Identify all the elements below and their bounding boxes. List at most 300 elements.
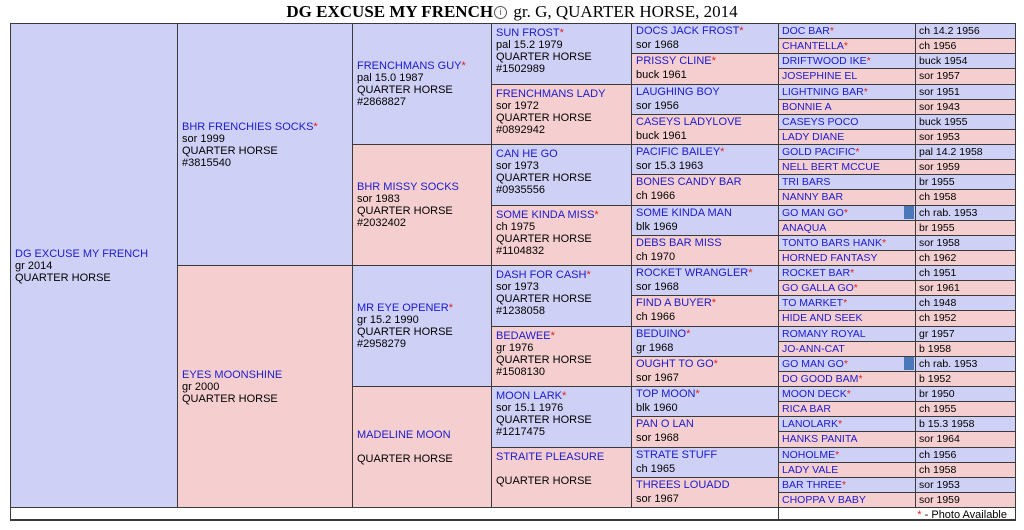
horse-name-link[interactable]: CHOPPA V BABY bbox=[782, 493, 866, 506]
color-year: sor 1968 bbox=[636, 432, 679, 445]
subject-name-link[interactable]: DG EXCUSE MY FRENCH bbox=[15, 247, 149, 260]
horse-name-link[interactable]: LIGHTNING BAR bbox=[782, 85, 864, 98]
horse-name-link[interactable]: PACIFIC BAILEY bbox=[636, 146, 721, 158]
color-year: sor 1953 bbox=[919, 130, 960, 143]
horse-name-link[interactable]: THREES LOUADD bbox=[636, 478, 730, 491]
color-year: b 1952 bbox=[919, 372, 952, 385]
horse-name-line bbox=[357, 60, 487, 72]
color-year: ch 1958 bbox=[919, 463, 957, 476]
horse-name-line bbox=[782, 175, 912, 189]
g5-ancestor-name-cell bbox=[779, 311, 915, 325]
color-year: sor 1967 bbox=[636, 371, 679, 384]
photo-available-star: * bbox=[448, 302, 453, 314]
color-height-year: sor 1973 bbox=[496, 160, 539, 172]
horse-name-link[interactable]: NANNY BAR bbox=[782, 191, 844, 204]
photo-available-star: * bbox=[843, 297, 848, 310]
horse-name-link[interactable]: MADELINE MOON bbox=[357, 429, 451, 441]
registration-number: #0935556 bbox=[496, 184, 545, 196]
color-year: sor 15.3 1963 bbox=[636, 160, 704, 172]
g5-ancestor-name-cell bbox=[779, 448, 915, 462]
footer-blank-cell bbox=[11, 508, 778, 519]
g5-ancestor-info-cell bbox=[916, 115, 1015, 129]
photo-available-star: * bbox=[835, 448, 840, 461]
horse-name-link[interactable]: SUN FROST bbox=[496, 27, 560, 39]
pedigree-table bbox=[10, 23, 1016, 521]
photo-available-star: * bbox=[713, 357, 718, 370]
g5-ancestor-name-cell bbox=[779, 206, 915, 220]
g5-ancestor-name-cell bbox=[779, 432, 915, 446]
horse-name-link[interactable]: BONNIE A bbox=[782, 100, 832, 113]
subject-breed: QUARTER HORSE bbox=[15, 271, 111, 284]
horse-name-line bbox=[496, 390, 627, 402]
horse-name-link[interactable]: CHANTELLA bbox=[782, 40, 844, 53]
g4-ancestor-cell bbox=[632, 327, 778, 356]
horse-name-line bbox=[782, 478, 912, 492]
horse-name-link[interactable]: DRIFTWOOD IKE bbox=[782, 55, 867, 68]
horse-name-link[interactable]: FIND A BUYER bbox=[636, 297, 712, 310]
color-height-year: gr 2000 bbox=[182, 380, 220, 393]
horse-name-link[interactable]: BAR THREE bbox=[782, 478, 842, 491]
g5-ancestor-name-cell bbox=[779, 100, 915, 114]
breed: QUARTER HORSE bbox=[357, 326, 453, 338]
horse-name-link[interactable]: TOP MOON bbox=[636, 388, 696, 400]
horse-name-line bbox=[782, 190, 912, 204]
horse-name-line bbox=[782, 100, 912, 114]
g5-ancestor-info-cell bbox=[916, 175, 1015, 189]
photo-available-star: * bbox=[559, 27, 564, 39]
horse-name-line bbox=[636, 296, 774, 310]
registration-number: #0892942 bbox=[496, 123, 545, 136]
horse-name-link[interactable]: JO-ANN-CAT bbox=[782, 342, 845, 355]
g4-ancestor-cell bbox=[632, 24, 778, 53]
horse-name-line bbox=[782, 39, 912, 53]
horse-name-line bbox=[182, 369, 348, 381]
horse-name-line bbox=[782, 372, 912, 386]
horse-name-link[interactable]: MOON LARK bbox=[496, 390, 563, 402]
breed: QUARTER HORSE bbox=[182, 144, 278, 157]
color-year: ch 1951 bbox=[919, 267, 957, 279]
g5-ancestor-info-cell bbox=[916, 311, 1015, 325]
photo-available-star: * bbox=[843, 206, 848, 219]
g5-ancestor-info-cell bbox=[916, 85, 1015, 99]
breed: QUARTER HORSE bbox=[496, 172, 592, 184]
horse-name-link[interactable]: GO MAN GO bbox=[782, 206, 844, 219]
color-year: sor 1951 bbox=[919, 85, 960, 98]
horse-name-line bbox=[782, 24, 912, 38]
horse-name-line bbox=[357, 302, 487, 314]
g5-ancestor-info-cell bbox=[916, 478, 1015, 492]
legend-text: - Photo Available bbox=[921, 509, 1007, 519]
g5-ancestor-name-cell bbox=[779, 281, 915, 295]
legend-star: * bbox=[917, 509, 922, 519]
color-year: buck 1961 bbox=[636, 129, 687, 142]
horse-name-link[interactable]: GO GALLA GO bbox=[782, 282, 854, 295]
horse-name-link[interactable]: SOME KINDA MISS bbox=[496, 208, 595, 221]
g5-ancestor-name-cell bbox=[779, 145, 915, 159]
color-year: br 1950 bbox=[919, 388, 955, 400]
horse-name-link[interactable]: TRI BARS bbox=[782, 176, 831, 189]
horse-name-link[interactable]: GOLD PACIFIC bbox=[782, 146, 856, 158]
color-year: ch 1956 bbox=[919, 40, 957, 53]
horse-name-link[interactable]: NOHOLME bbox=[782, 448, 836, 461]
horse-name-link[interactable]: LADY VALE bbox=[782, 463, 839, 476]
horse-name-line bbox=[782, 417, 912, 431]
registration-number: #3815540 bbox=[182, 156, 231, 169]
horse-name-line bbox=[496, 330, 627, 342]
color-height-year: gr 1976 bbox=[496, 341, 534, 354]
registration-number: #2868827 bbox=[357, 96, 406, 108]
color-year: sor 1958 bbox=[919, 236, 960, 249]
color-year: ch 1962 bbox=[919, 251, 957, 264]
g3-ancestor-cell bbox=[492, 145, 631, 205]
horse-name-line bbox=[636, 206, 774, 220]
horse-name-link[interactable]: LANOLARK bbox=[782, 418, 839, 431]
g5-ancestor-name-cell bbox=[779, 296, 915, 310]
g5-ancestor-name-cell bbox=[779, 387, 915, 401]
photo-available-star: * bbox=[866, 55, 871, 68]
color-year: buck 1954 bbox=[919, 55, 968, 68]
registration-number: #1238058 bbox=[496, 305, 545, 317]
g5-ancestor-name-cell bbox=[779, 190, 915, 204]
horse-name-line bbox=[636, 175, 774, 189]
g2-ancestor-cell bbox=[353, 266, 491, 386]
horse-name-line bbox=[636, 387, 774, 401]
g5-ancestor-name-cell bbox=[779, 69, 915, 83]
horse-name-link[interactable]: HIDE AND SEEK bbox=[782, 312, 863, 325]
color-height-year: sor 15.1 1976 bbox=[496, 402, 564, 414]
g5-ancestor-info-cell bbox=[916, 296, 1015, 310]
color-year: b 1958 bbox=[919, 342, 952, 355]
g5-ancestor-name-cell bbox=[779, 160, 915, 174]
horse-name-link[interactable]: BHR MISSY SOCKS bbox=[357, 181, 459, 193]
g4-ancestor-cell bbox=[632, 266, 778, 295]
title-horse-name: DG EXCUSE MY FRENCH bbox=[286, 2, 494, 21]
color-year: sor 1967 bbox=[636, 492, 679, 505]
horse-name-line bbox=[782, 463, 912, 477]
color-year: buck 1961 bbox=[636, 69, 687, 82]
g5-ancestor-info-cell bbox=[916, 327, 1015, 341]
registration-number: #2032402 bbox=[357, 217, 406, 229]
horse-name-line bbox=[636, 417, 774, 431]
horse-name-link[interactable]: RICA BAR bbox=[782, 403, 832, 416]
horse-name-line bbox=[782, 54, 912, 68]
breed: QUARTER HORSE bbox=[496, 353, 592, 366]
horse-name-line bbox=[496, 451, 627, 463]
breed: QUARTER HORSE bbox=[182, 392, 278, 405]
horse-name-link[interactable]: ROCKET BAR bbox=[782, 267, 851, 279]
horse-name-link[interactable]: STRATE STUFF bbox=[636, 448, 718, 461]
horse-name-link[interactable]: TONTO BARS HANK bbox=[782, 236, 882, 249]
horse-name-link[interactable]: BEDUINO bbox=[636, 327, 687, 340]
g5-ancestor-name-cell bbox=[779, 342, 915, 356]
horse-name-line bbox=[636, 266, 774, 280]
color-year: sor 1959 bbox=[919, 161, 960, 174]
g5-ancestor-info-cell bbox=[916, 448, 1015, 462]
breed: QUARTER HORSE bbox=[357, 84, 453, 96]
horse-name-line bbox=[636, 24, 774, 38]
photo-available-star: * bbox=[881, 236, 887, 249]
horse-name-line bbox=[782, 130, 912, 144]
horse-name-line bbox=[636, 327, 774, 341]
photo-available-star: * bbox=[863, 85, 868, 98]
color-year: sor 1953 bbox=[919, 478, 960, 491]
g1-ancestor-cell bbox=[178, 24, 352, 265]
g3-ancestor-cell bbox=[492, 266, 631, 326]
g4-ancestor-cell bbox=[632, 54, 778, 83]
horse-name-link[interactable]: FRENCHMANS LADY bbox=[496, 87, 606, 100]
g4-ancestor-cell bbox=[632, 387, 778, 416]
horse-name-line bbox=[782, 402, 912, 416]
color-height-year: pal 15.2 1979 bbox=[496, 39, 563, 51]
g5-ancestor-name-cell bbox=[779, 175, 915, 189]
g5-ancestor-name-cell bbox=[779, 266, 915, 280]
color-year: ch 1948 bbox=[919, 297, 957, 310]
color-year: blk 1960 bbox=[636, 402, 678, 414]
g5-ancestor-info-cell bbox=[916, 387, 1015, 401]
color-year: ch 1970 bbox=[636, 250, 676, 263]
color-year: br 1955 bbox=[919, 176, 955, 189]
horse-name-line bbox=[782, 115, 912, 129]
g3-ancestor-cell bbox=[492, 206, 631, 266]
breed: QUARTER HORSE bbox=[496, 414, 592, 426]
horse-name-line bbox=[782, 251, 912, 265]
g5-ancestor-info-cell bbox=[916, 417, 1015, 431]
color-height-year: gr 15.2 1990 bbox=[357, 314, 419, 326]
photo-available-star: * bbox=[843, 40, 848, 53]
horse-name-line bbox=[782, 236, 912, 250]
horse-name-link[interactable]: CASEYS LADYLOVE bbox=[636, 115, 742, 128]
g5-ancestor-info-cell bbox=[916, 402, 1015, 416]
horse-name-line bbox=[782, 160, 912, 174]
horse-name-line bbox=[782, 448, 912, 462]
photo-available-star: * bbox=[550, 329, 555, 342]
title-horse-summary: gr. G, QUARTER HORSE, 2014 bbox=[513, 2, 738, 21]
horse-name-line bbox=[496, 209, 627, 221]
horse-name-link[interactable]: ROMANY ROYAL bbox=[782, 327, 866, 340]
photo-available-star: * bbox=[586, 269, 591, 281]
horse-name-line bbox=[636, 448, 774, 462]
horse-name-link[interactable]: HANKS PANITA bbox=[782, 433, 858, 446]
photo-available-star: * bbox=[829, 25, 834, 37]
color-year: ch 1966 bbox=[636, 311, 676, 324]
horse-name-link[interactable]: PRISSY CLINE bbox=[636, 55, 712, 68]
horse-name-line bbox=[636, 115, 774, 129]
g4-ancestor-cell bbox=[632, 145, 778, 174]
horse-name-line bbox=[496, 269, 627, 281]
horse-name-link[interactable]: GO MAN GO bbox=[782, 357, 844, 370]
photo-available-star: * bbox=[841, 478, 846, 491]
g5-ancestor-info-cell bbox=[916, 432, 1015, 446]
horse-name-line bbox=[357, 181, 487, 193]
horse-name-line bbox=[782, 266, 912, 280]
color-year: ch 1952 bbox=[919, 312, 957, 325]
g3-ancestor-cell bbox=[492, 24, 631, 84]
horse-name-link[interactable]: LAUGHING BOY bbox=[636, 85, 720, 98]
horse-name-link[interactable]: NELL BERT MCCUE bbox=[782, 161, 880, 174]
horse-name-link[interactable]: STRAITE PLEASURE bbox=[496, 450, 605, 463]
photo-available-star: * bbox=[858, 372, 863, 385]
photo-available-star: * bbox=[850, 267, 855, 279]
horse-name-line bbox=[782, 221, 912, 235]
g2-ancestor-cell bbox=[353, 145, 491, 265]
photo-available-star: * bbox=[843, 357, 848, 370]
photo-available-star: * bbox=[748, 267, 753, 279]
horse-name-link[interactable]: MR EYE OPENER bbox=[357, 302, 449, 314]
horse-name-line bbox=[636, 236, 774, 250]
horse-name-link[interactable]: SOME KINDA MAN bbox=[636, 206, 732, 219]
horse-name-link[interactable]: MOON DECK bbox=[782, 388, 847, 400]
horse-name-link[interactable]: JOSEPHINE EL bbox=[782, 70, 858, 83]
photo-available-star: * bbox=[461, 60, 466, 72]
horse-name-link[interactable]: CAN HE GO bbox=[496, 148, 558, 160]
color-year: ch 1956 bbox=[919, 448, 957, 461]
g5-ancestor-info-cell bbox=[916, 342, 1015, 356]
horse-name-link[interactable]: TO MARKET bbox=[782, 297, 844, 310]
g5-ancestor-name-cell bbox=[779, 39, 915, 53]
horse-name-line bbox=[782, 145, 912, 159]
g5-ancestor-name-cell bbox=[779, 493, 915, 507]
horse-name-line bbox=[496, 27, 627, 39]
g5-ancestor-name-cell bbox=[779, 221, 915, 235]
horse-name-line bbox=[782, 357, 912, 371]
horse-name-link[interactable]: FRENCHMANS GUY bbox=[357, 60, 462, 72]
g5-ancestor-name-cell bbox=[779, 115, 915, 129]
color-height-year: sor 1999 bbox=[182, 132, 225, 145]
horse-name-line bbox=[182, 121, 348, 133]
info-icon[interactable]: i bbox=[494, 6, 507, 19]
horse-name-link[interactable]: HORNED FANTASY bbox=[782, 251, 878, 264]
horse-name-link[interactable]: DASH FOR CASH bbox=[496, 269, 587, 281]
g5-ancestor-name-cell bbox=[779, 24, 915, 38]
horse-name-line bbox=[496, 88, 627, 100]
color-year: sor 1961 bbox=[919, 282, 960, 295]
photo-available-star: * bbox=[686, 327, 691, 340]
g5-ancestor-info-cell bbox=[916, 493, 1015, 507]
photo-available-star: * bbox=[720, 146, 725, 158]
color-year: pal 14.2 1958 bbox=[919, 146, 983, 158]
registration-number: #1104832 bbox=[496, 244, 545, 257]
color-year: ch rab. 1953 bbox=[919, 206, 978, 219]
g5-ancestor-name-cell bbox=[779, 372, 915, 386]
horse-name-line bbox=[782, 311, 912, 325]
g5-ancestor-info-cell bbox=[916, 206, 1015, 220]
horse-name-link[interactable]: BEDAWEE bbox=[496, 329, 551, 342]
horse-name-line bbox=[782, 432, 912, 446]
color-height-year: sor 1972 bbox=[496, 99, 539, 112]
color-year: b 15.3 1958 bbox=[919, 418, 975, 431]
g3-ancestor-cell bbox=[492, 448, 631, 508]
g4-ancestor-cell bbox=[632, 296, 778, 325]
horse-name-link[interactable]: PAN O LAN bbox=[636, 418, 694, 431]
color-year: ch 1958 bbox=[919, 191, 957, 204]
g5-ancestor-name-cell bbox=[779, 478, 915, 492]
g4-ancestor-cell bbox=[632, 85, 778, 114]
breed: QUARTER HORSE bbox=[496, 293, 592, 305]
breed: QUARTER HORSE bbox=[496, 232, 592, 245]
g5-ancestor-info-cell bbox=[916, 145, 1015, 159]
horse-name-link[interactable]: BONES CANDY BAR bbox=[636, 176, 742, 189]
g5-ancestor-info-cell bbox=[916, 236, 1015, 250]
photo-available-star: * bbox=[695, 388, 700, 400]
horse-name-link[interactable]: ROCKET WRANGLER bbox=[636, 267, 749, 279]
g4-ancestor-cell bbox=[632, 478, 778, 507]
horse-name-line bbox=[357, 429, 487, 441]
horse-name-link[interactable]: DO GOOD BAM bbox=[782, 372, 859, 385]
g4-ancestor-cell bbox=[632, 236, 778, 265]
color-year: ch 1966 bbox=[636, 190, 676, 203]
color-year: ch 14.2 1956 bbox=[919, 25, 980, 37]
registration-number: #1502989 bbox=[496, 63, 545, 75]
subject-horse-cell bbox=[11, 24, 177, 507]
horse-name-line bbox=[496, 148, 627, 160]
color-year: sor 1957 bbox=[919, 70, 960, 83]
horse-name-line bbox=[636, 357, 774, 371]
breed: QUARTER HORSE bbox=[357, 453, 453, 465]
photo-available-star: * bbox=[846, 388, 851, 400]
g4-ancestor-cell bbox=[632, 357, 778, 386]
horse-name-line bbox=[636, 85, 774, 99]
color-year: sor 1968 bbox=[636, 281, 679, 293]
photo-thumbnail-icon[interactable] bbox=[904, 206, 914, 219]
color-year: blk 1969 bbox=[636, 220, 678, 233]
g5-ancestor-info-cell bbox=[916, 160, 1015, 174]
page-title bbox=[0, 2, 1024, 22]
photo-legend bbox=[779, 508, 1015, 519]
g5-ancestor-info-cell bbox=[916, 357, 1015, 371]
photo-available-star: * bbox=[594, 208, 599, 221]
g5-ancestor-info-cell bbox=[916, 54, 1015, 68]
photo-available-star: * bbox=[855, 146, 860, 158]
horse-name-link[interactable]: LADY DIANE bbox=[782, 130, 845, 143]
g5-ancestor-info-cell bbox=[916, 190, 1015, 204]
horse-name-link[interactable]: OUGHT TO GO bbox=[636, 357, 714, 370]
g5-ancestor-info-cell bbox=[916, 463, 1015, 477]
color-year: gr 1968 bbox=[636, 341, 674, 354]
registration-number: #2958279 bbox=[357, 338, 406, 350]
photo-available-star: * bbox=[313, 120, 318, 133]
g5-ancestor-info-cell bbox=[916, 266, 1015, 280]
horse-name-line bbox=[782, 342, 912, 356]
g5-ancestor-info-cell bbox=[916, 100, 1015, 114]
g5-ancestor-name-cell bbox=[779, 85, 915, 99]
breed: QUARTER HORSE bbox=[357, 205, 453, 217]
horse-name-link[interactable]: DEBS BAR MISS bbox=[636, 236, 722, 249]
color-year: ch rab. 1953 bbox=[919, 357, 978, 370]
horse-name-link[interactable]: EYES MOONSHINE bbox=[182, 368, 283, 381]
g5-ancestor-info-cell bbox=[916, 372, 1015, 386]
g4-ancestor-cell bbox=[632, 115, 778, 144]
horse-name-link[interactable]: DOCS JACK FROST bbox=[636, 25, 740, 37]
g5-ancestor-name-cell bbox=[779, 417, 915, 431]
photo-available-star: * bbox=[562, 390, 567, 402]
horse-name-line bbox=[636, 145, 774, 159]
subject-color-year: gr 2014 bbox=[15, 259, 53, 272]
horse-name-link[interactable]: CASEYS POCO bbox=[782, 115, 859, 128]
g3-ancestor-cell bbox=[492, 387, 631, 447]
g5-ancestor-name-cell bbox=[779, 251, 915, 265]
registration-number: #1217475 bbox=[496, 426, 545, 438]
horse-name-link[interactable]: DOC BAR bbox=[782, 25, 830, 37]
color-year: sor 1964 bbox=[919, 433, 960, 446]
g5-ancestor-info-cell bbox=[916, 24, 1015, 38]
horse-name-link[interactable]: ANAQUA bbox=[782, 221, 827, 234]
horse-name-link[interactable]: BHR FRENCHIES SOCKS bbox=[182, 120, 314, 133]
g3-ancestor-cell bbox=[492, 85, 631, 145]
g4-ancestor-cell bbox=[632, 417, 778, 446]
g5-ancestor-name-cell bbox=[779, 463, 915, 477]
photo-thumbnail-icon[interactable] bbox=[904, 357, 914, 370]
horse-name-line bbox=[636, 478, 774, 492]
